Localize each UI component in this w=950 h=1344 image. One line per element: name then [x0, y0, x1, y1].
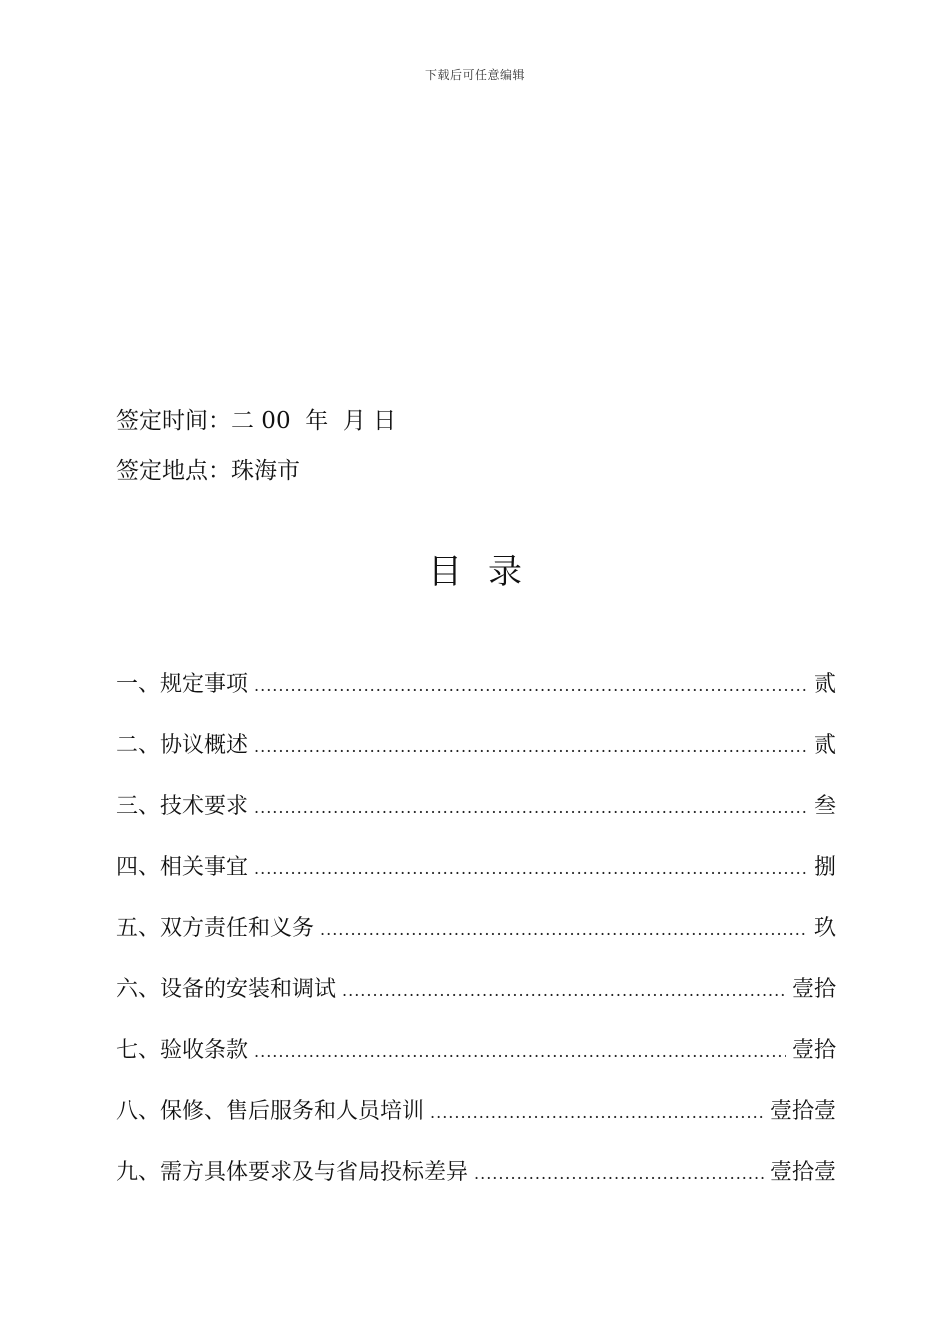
toc-dot-leader	[254, 1037, 786, 1067]
toc-dot-leader	[430, 1098, 764, 1128]
toc-entry-9[interactable]	[116, 1158, 836, 1219]
toc-entry-1[interactable]	[116, 670, 836, 731]
toc-entry-5[interactable]	[116, 914, 836, 975]
signing-date-value: 二 00 年 月 日	[231, 408, 397, 434]
signing-place-label: 签定地点：	[116, 458, 231, 484]
toc-entry-3[interactable]	[116, 792, 836, 853]
toc-dot-leader	[320, 915, 808, 945]
toc-entry-6[interactable]	[116, 975, 836, 1036]
toc-entry-page: 贰	[813, 733, 836, 758]
toc-entry-4[interactable]	[116, 853, 836, 914]
toc-entry-label: 七、验收条款	[116, 1038, 249, 1063]
toc-entry-label: 三、技术要求	[116, 794, 249, 819]
toc-dot-leader	[342, 976, 786, 1006]
toc-entry-7[interactable]	[116, 1036, 836, 1097]
toc-entry-page: 壹拾壹	[769, 1099, 836, 1124]
toc-dot-leader	[254, 854, 808, 884]
toc-dot-leader	[254, 793, 808, 823]
toc-entry-label: 八、保修、售后服务和人员培训	[116, 1099, 425, 1124]
toc-entry-page: 壹拾壹	[769, 1160, 836, 1185]
toc-entry-label: 二、协议概述	[116, 733, 249, 758]
toc-dot-leader	[474, 1159, 764, 1189]
toc-entry-page: 玖	[813, 916, 836, 941]
signing-date-line	[116, 406, 396, 436]
toc-entry-label: 五、双方责任和义务	[116, 916, 315, 941]
toc-entry-page: 贰	[813, 672, 836, 697]
toc-entry-label: 六、设备的安装和调试	[116, 977, 337, 1002]
table-of-contents	[116, 670, 836, 1219]
signing-place-line	[116, 456, 300, 486]
toc-entry-page: 壹拾	[791, 1038, 836, 1063]
toc-entry-label: 九、需方具体要求及与省局投标差异	[116, 1160, 469, 1185]
toc-entry-8[interactable]	[116, 1097, 836, 1158]
toc-entry-2[interactable]	[116, 731, 836, 792]
toc-entry-label: 四、相关事宜	[116, 855, 249, 880]
header-note: 下载后可任意编辑	[424, 68, 525, 82]
toc-title: 目录	[428, 552, 548, 592]
signing-date-label: 签定时间：	[116, 408, 231, 434]
toc-dot-leader	[254, 732, 808, 762]
toc-entry-page: 捌	[813, 855, 836, 880]
toc-entry-label: 一、规定事项	[116, 672, 249, 697]
signing-place-value: 珠海市	[231, 458, 300, 484]
toc-entry-page: 叁	[813, 794, 836, 819]
toc-dot-leader	[254, 671, 808, 701]
toc-entry-page: 壹拾	[791, 977, 836, 1002]
